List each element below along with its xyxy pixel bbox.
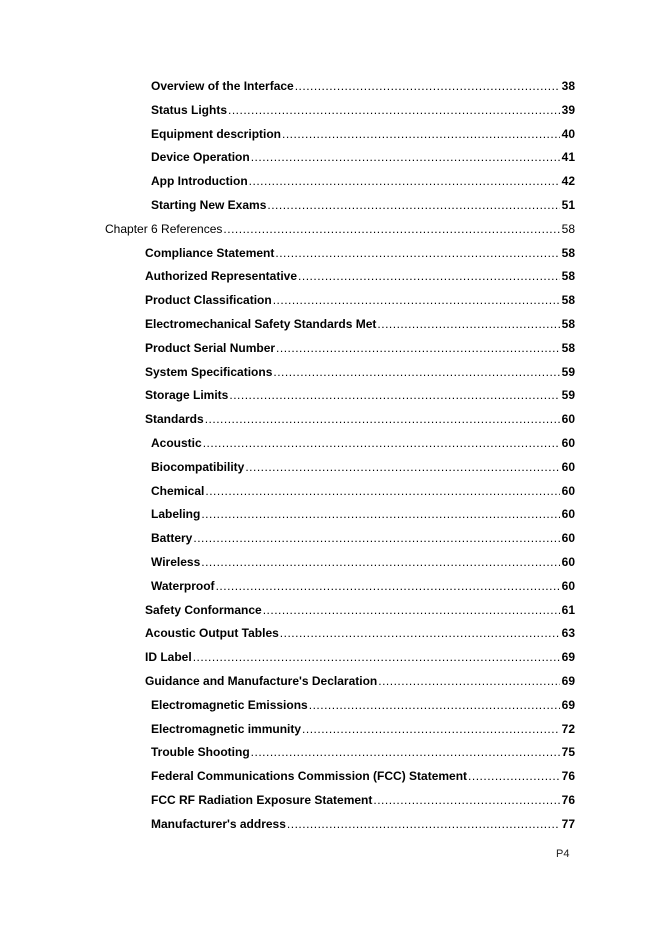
toc-entry[interactable] — [145, 338, 575, 358]
toc-dot-leader — [193, 528, 559, 548]
toc-entry-page-number: 58 — [561, 245, 575, 260]
toc-dot-leader — [193, 647, 560, 667]
toc-entry-title: Manufacturer's address — [151, 816, 286, 831]
toc-entry[interactable] — [151, 100, 575, 120]
toc-entry-title: Compliance Statement — [145, 245, 275, 260]
toc-dot-leader — [203, 433, 560, 453]
toc-entry[interactable] — [145, 290, 575, 310]
toc-dot-leader — [282, 124, 560, 144]
toc-entry-title: Labeling — [151, 507, 201, 522]
toc-entry-page-number: 69 — [561, 674, 575, 688]
toc-dot-leader — [245, 457, 559, 477]
toc-entry[interactable] — [145, 314, 575, 334]
page-number-footer: P4 — [556, 848, 570, 860]
toc-entry-page-number: 69 — [561, 650, 575, 665]
toc-dot-leader — [468, 766, 560, 786]
toc-entry-page-number: 61 — [561, 602, 575, 617]
toc-dot-leader — [298, 266, 560, 286]
toc-entry-page-number: 39 — [561, 102, 575, 117]
toc-entry-title: Chapter 6 References — [105, 221, 223, 236]
toc-entry-page-number: 60 — [561, 483, 575, 498]
toc-entry-title: Electromechanical Safety Standards Met — [145, 317, 377, 331]
toc-entry-page-number: 60 — [561, 507, 575, 522]
toc-entry[interactable] — [151, 790, 575, 810]
toc-entry-page-number: 41 — [561, 150, 575, 165]
toc-dot-leader — [273, 290, 560, 310]
toc-entry-title: Safety Conformance — [145, 602, 262, 617]
toc-entry-page-number: 60 — [561, 412, 575, 427]
toc-entry[interactable] — [151, 528, 575, 548]
toc-entry[interactable] — [151, 433, 575, 453]
toc-entry-title: Status Lights — [151, 102, 228, 117]
toc-entry-page-number: 51 — [561, 198, 575, 212]
toc-entry-page-number: 58 — [561, 269, 575, 284]
toc-dot-leader — [249, 171, 560, 191]
toc-entry[interactable] — [151, 719, 575, 739]
toc-entry-title: System Specifications — [145, 364, 273, 379]
toc-entry-page-number: 75 — [561, 745, 575, 760]
toc-entry-title: Federal Communications Commission (FCC) Statement — [151, 769, 468, 784]
toc-dot-leader — [377, 314, 559, 334]
toc-entry-title: Chemical — [151, 483, 205, 498]
toc-entry-title: App Introduction — [151, 174, 248, 189]
toc-dot-leader — [309, 695, 560, 715]
toc-entry-title: Product Serial Number — [145, 340, 276, 355]
toc-entry-page-number: 58 — [561, 221, 575, 236]
toc-dot-leader — [251, 147, 560, 167]
toc-dot-leader — [295, 76, 560, 96]
toc-entry-page-number: 76 — [561, 793, 575, 807]
toc-entry[interactable] — [151, 76, 575, 96]
toc-dot-leader — [228, 100, 560, 120]
toc-dot-leader — [263, 600, 560, 620]
toc-entry-page-number: 72 — [561, 721, 575, 736]
toc-entry[interactable] — [151, 147, 575, 167]
toc-entry[interactable] — [151, 814, 575, 834]
toc-entry[interactable] — [145, 623, 575, 643]
toc-entry[interactable] — [145, 385, 575, 405]
toc-entry-page-number: 58 — [561, 340, 575, 355]
toc-entry-title: Overview of the Interface — [151, 79, 294, 93]
toc-entry[interactable] — [145, 243, 575, 263]
toc-entry[interactable] — [145, 671, 575, 691]
toc-entry[interactable] — [151, 171, 575, 191]
toc-entry-title: Acoustic Output Tables — [145, 626, 279, 641]
toc-entry-title: Battery — [151, 531, 193, 546]
toc-entry-page-number: 58 — [561, 293, 575, 308]
toc-entry-page-number: 60 — [561, 436, 575, 450]
toc-entry-title: FCC RF Radiation Exposure Statement — [151, 793, 373, 807]
toc-entry-page-number: 59 — [561, 388, 575, 403]
toc-dot-leader — [275, 243, 559, 263]
toc-dot-leader — [276, 338, 560, 358]
toc-dot-leader — [223, 219, 559, 239]
toc-entry-title: Standards — [145, 412, 204, 427]
toc-dot-leader — [287, 814, 560, 834]
toc-entry[interactable] — [151, 576, 575, 596]
toc-entry-title: Trouble Shooting — [151, 745, 250, 760]
toc-entry[interactable] — [151, 766, 575, 786]
toc-entry-page-number: 69 — [561, 697, 575, 712]
toc-entry[interactable] — [151, 552, 575, 572]
toc-entry-page-number: 60 — [561, 578, 575, 593]
toc-dot-leader — [205, 409, 560, 429]
toc-dot-leader — [251, 742, 560, 762]
toc-entry[interactable] — [151, 124, 575, 144]
toc-entry[interactable] — [151, 195, 575, 215]
toc-entry-page-number: 76 — [561, 769, 575, 784]
toc-entry-title: Electromagnetic Emissions — [151, 697, 308, 712]
toc-entry[interactable] — [145, 600, 575, 620]
toc-entry-page-number: 60 — [561, 555, 575, 569]
toc-entry[interactable] — [105, 219, 575, 239]
toc-entry-page-number: 60 — [561, 459, 575, 474]
toc-entry-title: Biocompatibility — [151, 459, 245, 474]
toc-entry-title: Equipment description — [151, 126, 282, 141]
toc-entry[interactable] — [151, 457, 575, 477]
toc-dot-leader — [201, 552, 559, 572]
toc-entry-page-number: 59 — [561, 364, 575, 379]
toc-entry-title: ID Label — [145, 650, 192, 665]
toc-dot-leader — [201, 504, 559, 524]
toc-entry-page-number: 60 — [561, 531, 575, 546]
toc-dot-leader — [373, 790, 559, 810]
toc-dot-leader — [280, 623, 560, 643]
toc-dot-leader — [229, 385, 559, 405]
toc-dot-leader — [273, 362, 559, 382]
toc-entry-title: Guidance and Manufacture's Declaration — [145, 674, 378, 688]
toc-entry-page-number: 42 — [561, 174, 575, 189]
toc-entry-title: Storage Limits — [145, 388, 229, 403]
toc-entry-title: Wireless — [151, 555, 201, 569]
toc-entry-title: Product Classification — [145, 293, 272, 308]
toc-entry-page-number: 63 — [561, 626, 575, 641]
toc-entry-page-number: 38 — [561, 79, 575, 93]
toc-entry-title: Waterproof — [151, 578, 215, 593]
toc-entry[interactable] — [145, 362, 575, 382]
toc-entry[interactable] — [151, 742, 575, 762]
toc-entry[interactable] — [151, 695, 575, 715]
toc-entry[interactable] — [151, 481, 575, 501]
toc-entry-title: Starting New Exams — [151, 198, 267, 212]
toc-dot-leader — [267, 195, 559, 215]
toc-entry[interactable] — [145, 266, 575, 286]
toc-dot-leader — [205, 481, 559, 501]
toc-entry-page-number: 77 — [561, 816, 575, 831]
toc-entry-page-number: 40 — [561, 126, 575, 141]
toc-entry[interactable] — [151, 504, 575, 524]
toc-dot-leader — [302, 719, 560, 739]
toc-entry-title: Device Operation — [151, 150, 250, 165]
toc-entry[interactable] — [145, 647, 575, 667]
toc-entry-title: Acoustic — [151, 436, 202, 450]
toc-entry-title: Authorized Representative — [145, 269, 298, 284]
toc-dot-leader — [378, 671, 559, 691]
toc-entry-title: Electromagnetic immunity — [151, 721, 302, 736]
toc-entry[interactable] — [145, 409, 575, 429]
toc-entry-page-number: 58 — [561, 317, 575, 331]
toc-dot-leader — [216, 576, 560, 596]
